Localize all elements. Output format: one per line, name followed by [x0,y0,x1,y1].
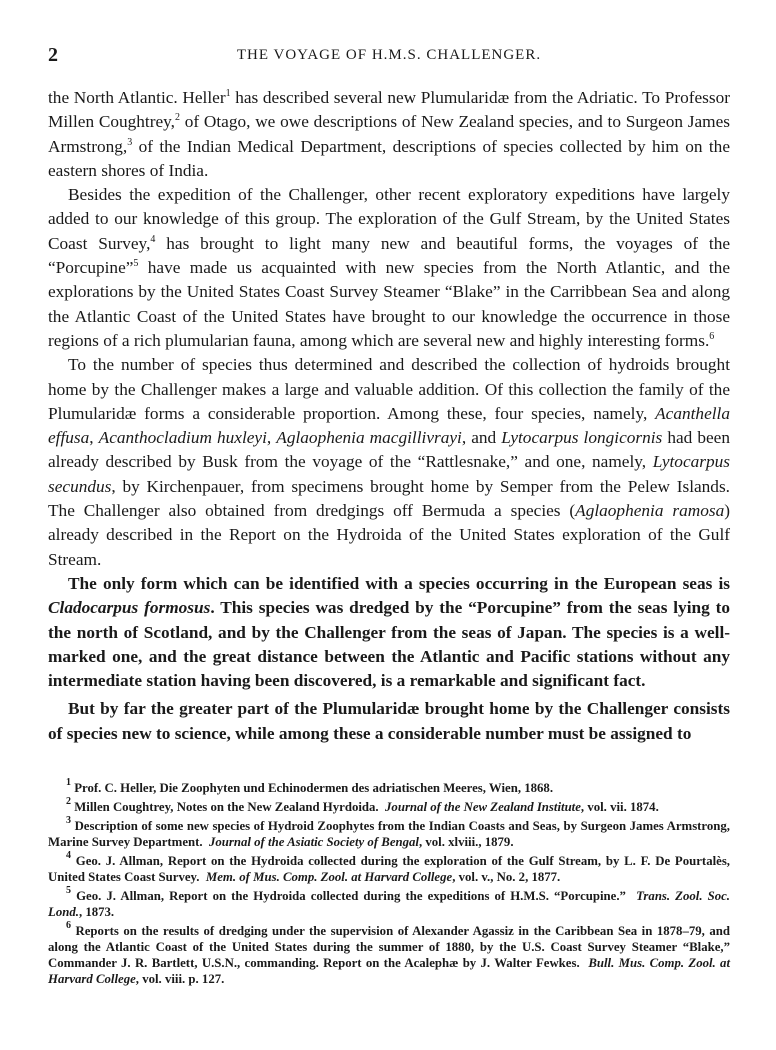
footnote-number: 2 [66,796,71,807]
text-run: the North Atlantic. Heller [48,88,226,107]
text-run: , and [461,428,502,448]
text-run: had been already described by Busk from the voyage of the “Rattlesnake,” and one, namely, [48,428,730,472]
text-run: To the number of species thus determined and described the collection of hydroids brought home by the Challenger makes a large and valuable addition. Of this collection the family of the Plumularidæ forms a considerable proportion. Among these, four species, namely, [48,355,730,423]
text-run: . This species was dredged by the “Porcupine” from the seas lying to the north of Scotland, and by the Challenger from the seas of Japan. The species is a well-marked one, and the great distance between the Atlantic and Pacific stations without any intermediate station having been discovered, is a remarkable and significant fact. [48,598,730,691]
footnote-1 [48,777,730,796]
species-name: Lytocarpus secundus [48,452,730,496]
text-run: has described several new Plumularidæ from the Adriatic. To Professor Millen Coughtrey, [48,88,730,132]
footnote-text: , vol. vii. 1874. [580,800,659,814]
footnote-ref: 4 [150,233,156,245]
footnote-ref: 6 [709,330,715,342]
footnote-5 [48,885,731,920]
text-run: But by far the greater part of the Plumularidæ brought home by the Challenger consists of species new to science, while among these a considerable number must be assigned to [48,699,730,743]
journal-title: Mem. of Mus. Comp. Zool. at Harvard College [205,870,453,884]
text-run: Besides the expedition of the Challenger, other recent exploratory expeditions have largely added to our knowledge of this group. The exploration of the Gulf Stream, by the United States Coast Survey, [48,185,730,253]
footnote-text: , vol. viii. p. 127. [135,972,225,986]
footnote-ref: 2 [175,112,180,124]
footnote-text: , 1873. [78,905,115,919]
footnote-text: Geo. J. Allman, Report on the Hydroida collected during the expeditions of H.M.S. “Porcupine.” [76,889,626,903]
species-name: Acanthella effusa [48,403,730,448]
text-run: of Otago, we owe descriptions of New Zealand species, and to Surgeon James Armstrong, [48,112,730,156]
footnote-number: 5 [66,885,71,896]
species-name: Aglaophenia ramosa [575,501,725,521]
paragraph-4 [48,572,730,693]
footnote-ref: 1 [225,88,231,99]
species-name: Lytocarpus longicornis [501,428,663,448]
journal-title: Journal of the Asiatic Society of Bengal [209,835,419,849]
text-run: , [266,428,277,448]
species-name: Acanthocladium huxleyi [98,428,267,448]
footnote-text: Prof. C. Heller, Die Zoophyten und Echinodermen des adriatischen Meeres, Wien, 1868. [74,781,554,795]
page-header [48,44,730,68]
footnote-text: Millen Coughtrey, Notes on the New Zealand Hyrdoida. [74,800,379,814]
page-number: 2 [48,44,58,66]
footnote-number: 4 [66,850,71,861]
journal-title: Trans. Zool. Soc. Lond. [48,889,731,919]
footnote-text: , vol. xlviii., 1879. [418,835,514,849]
footnote-4 [48,850,731,885]
text-run: have made us acquainted with new species from the North Atlantic, and the explorations by the United States Coast Survey Steamer “Blake” in the Carribbean Sea and along the Atlantic Coast of the United States have brought to our knowledge the occurrence in those regions of a rich plumularian fauna, among which are several new and highly interesting forms. [48,258,730,350]
text-run: of the Indian Medical Department, descriptions of species collected by him on the eastern shores of India. [48,136,730,180]
running-head: THE VOYAGE OF H.M.S. CHALLENGER. [236,47,542,63]
paragraph-2 [48,183,730,353]
species-name: Cladocarpus formosus [48,598,211,618]
footnote-ref: 5 [133,258,139,270]
footnote-3 [48,815,730,850]
footnote-number: 3 [66,815,71,826]
footnote-text: , vol. v., No. 2, 1877. [452,870,561,884]
journal-title: Journal of the New Zealand Institute [385,800,581,814]
body-text [48,86,730,746]
footnote-ref: 3 [127,136,133,148]
paragraph-1 [48,86,730,183]
species-name: Aglaophenia macgillivrayi [276,428,462,448]
footnotes [48,777,731,990]
footnote-text: Reports on the results of dredging under the supervision of Alexander Agassiz in the Caribbean Sea in 1878–79, and along the Atlantic Coast of the United States during the summer of 1880, by the U.S. Coast Survey Steamer “Blake,” Commander J. R. Bartlett, U.S.N., commanding. Report on the Acalephæ by J. Walter Fewkes. [48,924,730,970]
text-run: ) already described in the Report on the Hydroida of the United States exploration of the Gulf Stream. [48,501,730,569]
footnote-2 [48,796,730,815]
footnote-6 [48,920,731,987]
paragraph-5 [48,697,730,746]
footnote-number: 6 [66,920,71,931]
text-run: , by Kirchenpauer, from specimens brought home by Semper from the Pelew Islands. The Challenger also obtained from dredgings off Bermuda a species ( [48,476,730,521]
paragraph-3 [48,353,730,572]
text-run: The only form which can be identified with a species occurring in the European seas is [68,573,730,593]
text-run: , [89,428,99,448]
journal-title: Bull. Mus. Comp. Zool. at Harvard College [48,956,731,986]
footnote-text: Geo. J. Allman, Report on the Hydroida collected during the exploration of the Gulf Stream, by L. F. De Pourtalès, United States Coast Survey. [48,854,731,884]
footnote-number: 1 [66,777,71,788]
text-run: has brought to light many new and beautiful forms, the voyages of the “Porcupine” [48,233,730,278]
footnote-text: Description of some new species of Hydroid Zoophytes from the Indian Coasts and Seas, by Surgeon James Armstrong, Marine Survey Department. [48,819,730,849]
